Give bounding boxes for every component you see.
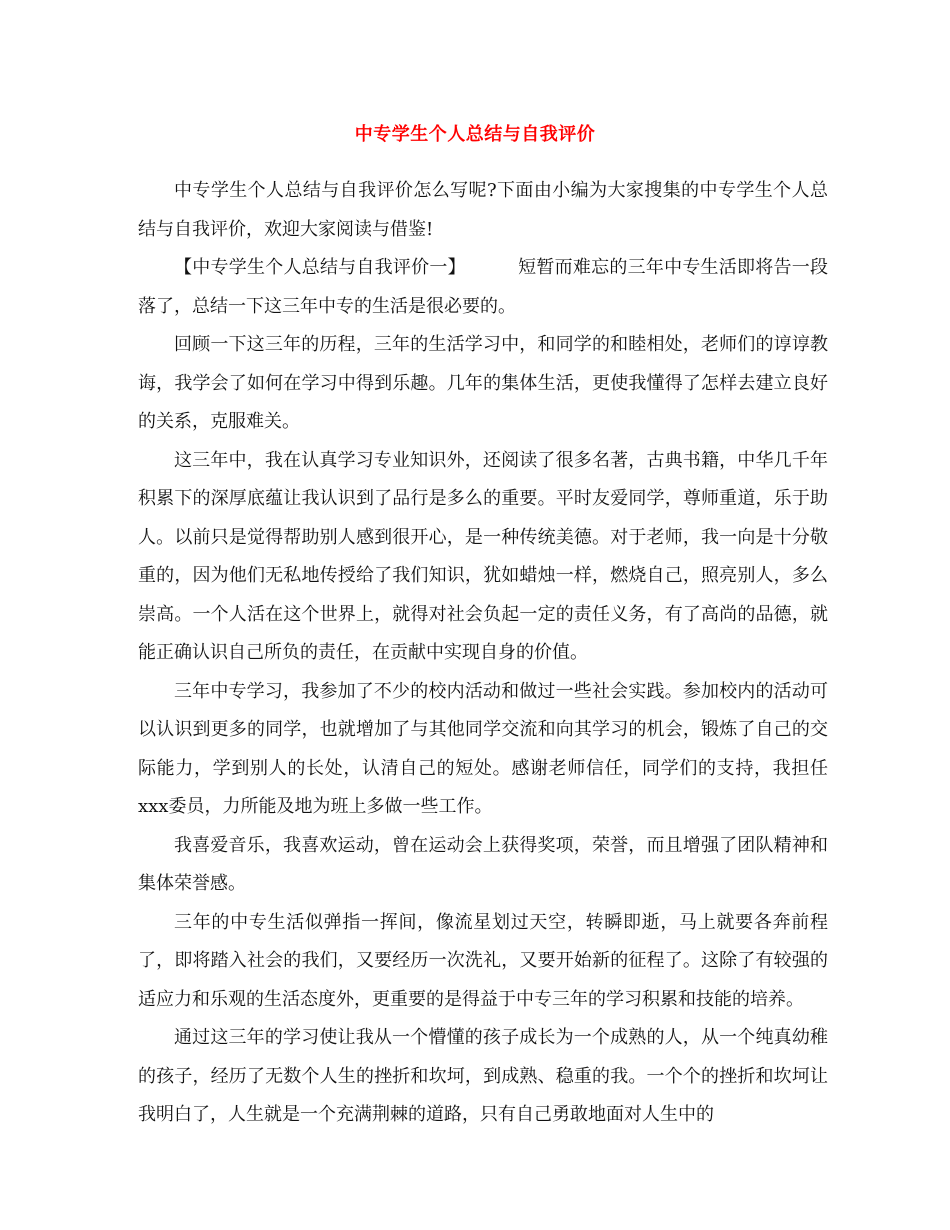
section-lead: 短暂而难忘的三年中专生活即将告一段落了，总结一下这三年中专的生活是很必要的。 bbox=[138, 257, 829, 317]
document-body bbox=[138, 172, 828, 1135]
paragraph-future: 三年的中专生活似弹指一挥间，像流星划过天空，转瞬即逝，马上就要各奔前程了，即将踏入社会的我们，又要经历一次洗礼，又要开始新的征程了。这除了有较强的适应力和乐观的生活态度外，更重要的是得益于中专三年的学习积累和技能的培养。 bbox=[138, 911, 828, 1010]
paragraph-intro: 中专学生个人总结与自我评价怎么写呢?下面由小编为大家搜集的中专学生个人总结与自我评价，欢迎大家阅读与借鉴! bbox=[138, 180, 828, 240]
paragraph-hobbies: 我喜爱音乐，我喜欢运动，曾在运动会上获得奖项，荣誉，而且增强了团队精神和集体荣誉感。 bbox=[138, 834, 828, 894]
paragraph-section-one bbox=[138, 249, 828, 326]
paragraph-growth: 通过这三年的学习使让我从一个懵懂的孩子成长为一个成熟的人，从一个纯真幼稚的孩子，经历了无数个人生的挫折和坎坷，到成熟、稳重的我。一个个的挫折和坎坷让我明白了，人生就是一个充满荆棘的道路，只有自己勇敢地面对人生中的 bbox=[138, 1027, 828, 1125]
paragraph-review: 回顾一下这三年的历程，三年的生活学习中，和同学的和睦相处，老师们的谆谆教诲，我学会了如何在学习中得到乐趣。几年的集体生活，更使我懂得了怎样去建立良好的关系，克服难关。 bbox=[138, 334, 828, 432]
paragraph-activities: 三年中专学习，我参加了不少的校内活动和做过一些社会实践。参加校内的活动可以认识到更多的同学，也就增加了与其他同学交流和向其学习的机会，锻炼了自己的交际能力，学到别人的长处，认清自己的短处。感谢老师信任，同学们的支持，我担任xxx委员，力所能及地为班上多做一些工作。 bbox=[138, 680, 828, 817]
section-heading: 【中专学生个人总结与自我评价一】 bbox=[174, 257, 466, 278]
document-title: 中专学生个人总结与自我评价 bbox=[354, 124, 596, 145]
paragraph-study: 这三年中，我在认真学习专业知识外，还阅读了很多名著，古典书籍，中华几千年积累下的深厚底蕴让我认识到了品行是多么的重要。平时友爱同学，尊师重道，乐于助人。以前只是觉得帮助别人感到很开心，是一种传统美德。对于老师，我一向是十分敬重的，因为他们无私地传授给了我们知识，犹如蜡烛一样，燃烧自己，照亮别人，多么崇高。一个人活在这个世界上，就得对社会负起一定的责任义务，有了高尚的品德，就能正确认识自己所负的责任，在贡献中实现自身的价值。 bbox=[138, 449, 828, 663]
